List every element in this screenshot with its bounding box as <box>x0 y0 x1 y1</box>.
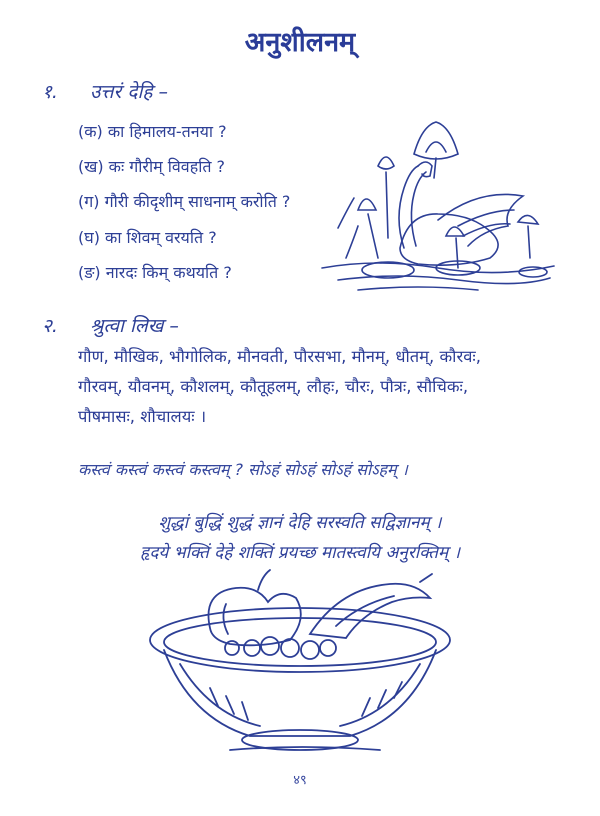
question-gha: (घ) का शिवम् वरयति ? <box>78 228 217 247</box>
dictation-words <box>78 342 558 432</box>
word-line-3: पौषमासः, शौचालयः । <box>78 407 207 426</box>
section-2-number: २. <box>42 315 58 337</box>
question-nga: (ङ) नारदः किम् कथयति ? <box>78 263 232 282</box>
word-line-2: गौरवम्, यौवनम्, कौशलम्, कौतूहलम्, लौहः, चौरः, पौत्रः, सौचिकः, <box>78 377 469 396</box>
word-line-1: गौण, मौखिक, भौगोलिक, मौनवती, पौरसभा, मौनम्, धौतम्, कौरवः, <box>78 347 481 366</box>
section-1-number: १. <box>42 81 58 103</box>
shloka-line-2: हृदये भक्तिं देहे शक्तिं प्रयच्छ मातस्त्वयि अनुरक्तिम् । <box>139 543 461 563</box>
dialog-line: कस्त्वं कस्त्वं कस्त्वं कस्त्वम् ? सोऽहं सोऽहं सोऽहं सोऽहम् । <box>78 460 408 479</box>
question-ga: (ग) गौरी कीदृशीम् साधनाम् करोति ? <box>78 192 291 211</box>
question-kha: (ख) कः गौरीम् विवहति ? <box>78 157 226 176</box>
section-1-title: उत्तरं देहि – <box>90 81 168 103</box>
swan-illustration <box>318 118 558 300</box>
section-2-heading <box>42 312 179 338</box>
page-number: ४९ <box>293 773 307 788</box>
shloka-line-1: शुद्धां बुद्धिं शुद्धं ज्ञानं देहि सरस्वति सद्विज्ञानम् । <box>158 513 442 533</box>
section-1-heading <box>42 78 168 104</box>
fruit-bowl-illustration <box>140 568 465 758</box>
page-title: अनुशीलनम् <box>244 27 356 58</box>
question-ka: (क) का हिमालय-तनया ? <box>78 122 227 141</box>
section-2-title: श्रुत्वा लिख – <box>90 315 179 337</box>
